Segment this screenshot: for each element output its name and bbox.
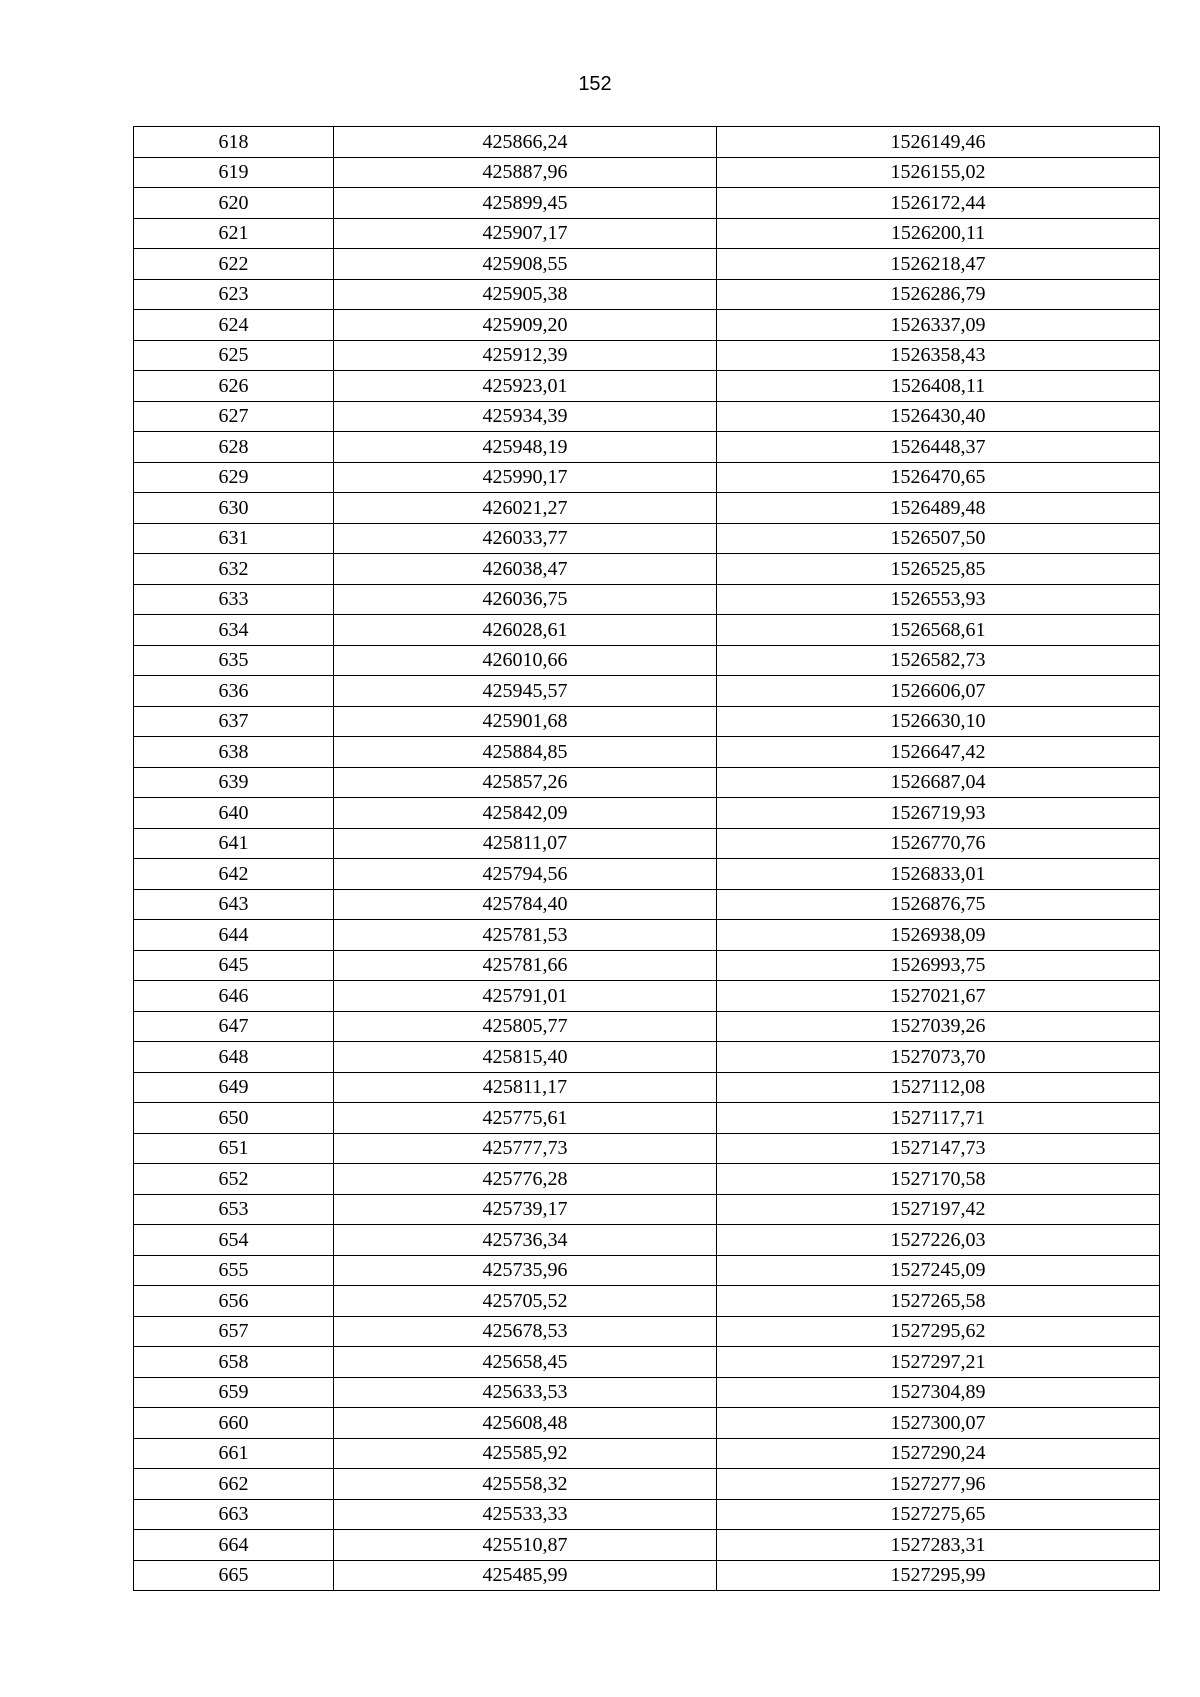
table-row	[134, 798, 1160, 829]
point-number-cell: 635	[134, 645, 334, 676]
point-number-cell: 639	[134, 767, 334, 798]
x-coordinate-cell: 426021,27	[334, 493, 717, 524]
x-coordinate-cell: 425608,48	[334, 1408, 717, 1439]
x-coordinate-cell: 425899,45	[334, 188, 717, 219]
x-coordinate-cell: 425533,33	[334, 1499, 717, 1530]
point-number-cell: 624	[134, 310, 334, 341]
y-coordinate-cell: 1526337,09	[717, 310, 1160, 341]
x-coordinate-cell: 425905,38	[334, 279, 717, 310]
point-number-cell: 628	[134, 432, 334, 463]
table-row	[134, 706, 1160, 737]
point-number-cell: 638	[134, 737, 334, 768]
table-row	[134, 1316, 1160, 1347]
x-coordinate-cell: 425784,40	[334, 889, 717, 920]
table-row	[134, 1103, 1160, 1134]
y-coordinate-cell: 1526993,75	[717, 950, 1160, 981]
x-coordinate-cell: 425866,24	[334, 127, 717, 158]
point-number-cell: 641	[134, 828, 334, 859]
point-number-cell: 648	[134, 1042, 334, 1073]
table-row	[134, 218, 1160, 249]
x-coordinate-cell: 425658,45	[334, 1347, 717, 1378]
point-number-cell: 633	[134, 584, 334, 615]
point-number-cell: 622	[134, 249, 334, 280]
x-coordinate-cell: 426033,77	[334, 523, 717, 554]
x-coordinate-cell: 426036,75	[334, 584, 717, 615]
point-number-cell: 652	[134, 1164, 334, 1195]
y-coordinate-cell: 1527295,62	[717, 1316, 1160, 1347]
x-coordinate-cell: 426010,66	[334, 645, 717, 676]
point-number-cell: 644	[134, 920, 334, 951]
y-coordinate-cell: 1527197,42	[717, 1194, 1160, 1225]
y-coordinate-cell: 1526149,46	[717, 127, 1160, 158]
y-coordinate-cell: 1527073,70	[717, 1042, 1160, 1073]
table-row	[134, 1072, 1160, 1103]
x-coordinate-cell: 425705,52	[334, 1286, 717, 1317]
table-row	[134, 889, 1160, 920]
x-coordinate-cell: 425811,07	[334, 828, 717, 859]
x-coordinate-cell: 425791,01	[334, 981, 717, 1012]
table-row	[134, 1347, 1160, 1378]
y-coordinate-cell: 1526155,02	[717, 157, 1160, 188]
y-coordinate-cell: 1526172,44	[717, 188, 1160, 219]
y-coordinate-cell: 1526582,73	[717, 645, 1160, 676]
y-coordinate-cell: 1527304,89	[717, 1377, 1160, 1408]
table-row	[134, 157, 1160, 188]
point-number-cell: 645	[134, 950, 334, 981]
y-coordinate-cell: 1526833,01	[717, 859, 1160, 890]
y-coordinate-cell: 1526470,65	[717, 462, 1160, 493]
table-row	[134, 859, 1160, 890]
x-coordinate-cell: 425781,66	[334, 950, 717, 981]
x-coordinate-cell: 425923,01	[334, 371, 717, 402]
point-number-cell: 631	[134, 523, 334, 554]
table-row	[134, 1438, 1160, 1469]
point-number-cell: 640	[134, 798, 334, 829]
y-coordinate-cell: 1526286,79	[717, 279, 1160, 310]
x-coordinate-cell: 425775,61	[334, 1103, 717, 1134]
x-coordinate-cell: 425945,57	[334, 676, 717, 707]
x-coordinate-cell: 425735,96	[334, 1255, 717, 1286]
y-coordinate-cell: 1526408,11	[717, 371, 1160, 402]
point-number-cell: 643	[134, 889, 334, 920]
point-number-cell: 625	[134, 340, 334, 371]
point-number-cell: 627	[134, 401, 334, 432]
y-coordinate-cell: 1527300,07	[717, 1408, 1160, 1439]
table-row	[134, 340, 1160, 371]
y-coordinate-cell: 1526568,61	[717, 615, 1160, 646]
point-number-cell: 646	[134, 981, 334, 1012]
y-coordinate-cell: 1527265,58	[717, 1286, 1160, 1317]
point-number-cell: 618	[134, 127, 334, 158]
y-coordinate-cell: 1526358,43	[717, 340, 1160, 371]
y-coordinate-cell: 1527283,31	[717, 1530, 1160, 1561]
table-row	[134, 1225, 1160, 1256]
y-coordinate-cell: 1526525,85	[717, 554, 1160, 585]
x-coordinate-cell: 425777,73	[334, 1133, 717, 1164]
y-coordinate-cell: 1527275,65	[717, 1499, 1160, 1530]
x-coordinate-cell: 425805,77	[334, 1011, 717, 1042]
page-number: 152	[578, 73, 612, 95]
y-coordinate-cell: 1526647,42	[717, 737, 1160, 768]
x-coordinate-cell: 425842,09	[334, 798, 717, 829]
y-coordinate-cell: 1526938,09	[717, 920, 1160, 951]
point-number-cell: 651	[134, 1133, 334, 1164]
x-coordinate-cell: 425776,28	[334, 1164, 717, 1195]
point-number-cell: 620	[134, 188, 334, 219]
point-number-cell: 621	[134, 218, 334, 249]
x-coordinate-cell: 425510,87	[334, 1530, 717, 1561]
x-coordinate-cell: 425901,68	[334, 706, 717, 737]
y-coordinate-cell: 1527039,26	[717, 1011, 1160, 1042]
table-row	[134, 645, 1160, 676]
x-coordinate-cell: 425485,99	[334, 1560, 717, 1591]
point-number-cell: 657	[134, 1316, 334, 1347]
x-coordinate-cell: 425907,17	[334, 218, 717, 249]
y-coordinate-cell: 1527170,58	[717, 1164, 1160, 1195]
table-row	[134, 1469, 1160, 1500]
x-coordinate-cell: 425633,53	[334, 1377, 717, 1408]
table-row	[134, 584, 1160, 615]
y-coordinate-cell: 1526630,10	[717, 706, 1160, 737]
point-number-cell: 649	[134, 1072, 334, 1103]
point-number-cell: 658	[134, 1347, 334, 1378]
table-row	[134, 127, 1160, 158]
table-row	[134, 920, 1160, 951]
point-number-cell: 662	[134, 1469, 334, 1500]
coordinates-table	[133, 126, 1160, 1591]
table-row	[134, 554, 1160, 585]
point-number-cell: 634	[134, 615, 334, 646]
x-coordinate-cell: 425794,56	[334, 859, 717, 890]
table-row	[134, 1408, 1160, 1439]
table-row	[134, 371, 1160, 402]
x-coordinate-cell: 425739,17	[334, 1194, 717, 1225]
x-coordinate-cell: 425815,40	[334, 1042, 717, 1073]
x-coordinate-cell: 425678,53	[334, 1316, 717, 1347]
table-row	[134, 1164, 1160, 1195]
table-row	[134, 401, 1160, 432]
table-row	[134, 188, 1160, 219]
y-coordinate-cell: 1526489,48	[717, 493, 1160, 524]
y-coordinate-cell: 1527117,71	[717, 1103, 1160, 1134]
table-row	[134, 1042, 1160, 1073]
y-coordinate-cell: 1527295,99	[717, 1560, 1160, 1591]
point-number-cell: 654	[134, 1225, 334, 1256]
table-row	[134, 828, 1160, 859]
table-row	[134, 279, 1160, 310]
x-coordinate-cell: 425912,39	[334, 340, 717, 371]
point-number-cell: 659	[134, 1377, 334, 1408]
x-coordinate-cell: 425585,92	[334, 1438, 717, 1469]
point-number-cell: 642	[134, 859, 334, 890]
point-number-cell: 665	[134, 1560, 334, 1591]
y-coordinate-cell: 1526770,76	[717, 828, 1160, 859]
y-coordinate-cell: 1526507,50	[717, 523, 1160, 554]
table-row	[134, 249, 1160, 280]
table-row	[134, 1011, 1160, 1042]
point-number-cell: 647	[134, 1011, 334, 1042]
table-row	[134, 310, 1160, 341]
y-coordinate-cell: 1526719,93	[717, 798, 1160, 829]
point-number-cell: 630	[134, 493, 334, 524]
point-number-cell: 655	[134, 1255, 334, 1286]
table-row	[134, 737, 1160, 768]
table-row	[134, 950, 1160, 981]
point-number-cell: 632	[134, 554, 334, 585]
y-coordinate-cell: 1527277,96	[717, 1469, 1160, 1500]
table-row	[134, 493, 1160, 524]
y-coordinate-cell: 1526200,11	[717, 218, 1160, 249]
table-row	[134, 1133, 1160, 1164]
point-number-cell: 619	[134, 157, 334, 188]
y-coordinate-cell: 1526606,07	[717, 676, 1160, 707]
table-row	[134, 981, 1160, 1012]
x-coordinate-cell: 425884,85	[334, 737, 717, 768]
point-number-cell: 661	[134, 1438, 334, 1469]
table-row	[134, 615, 1160, 646]
y-coordinate-cell: 1526687,04	[717, 767, 1160, 798]
x-coordinate-cell: 425781,53	[334, 920, 717, 951]
table-row	[134, 1255, 1160, 1286]
y-coordinate-cell: 1527290,24	[717, 1438, 1160, 1469]
point-number-cell: 629	[134, 462, 334, 493]
table-row	[134, 462, 1160, 493]
point-number-cell: 653	[134, 1194, 334, 1225]
table-row	[134, 1560, 1160, 1591]
x-coordinate-cell: 425990,17	[334, 462, 717, 493]
x-coordinate-cell: 426038,47	[334, 554, 717, 585]
y-coordinate-cell: 1527245,09	[717, 1255, 1160, 1286]
table-row	[134, 432, 1160, 463]
y-coordinate-cell: 1527112,08	[717, 1072, 1160, 1103]
y-coordinate-cell: 1526448,37	[717, 432, 1160, 463]
x-coordinate-cell: 425558,32	[334, 1469, 717, 1500]
point-number-cell: 656	[134, 1286, 334, 1317]
point-number-cell: 663	[134, 1499, 334, 1530]
table-row	[134, 1530, 1160, 1561]
y-coordinate-cell: 1526430,40	[717, 401, 1160, 432]
table-row	[134, 676, 1160, 707]
table-row	[134, 1499, 1160, 1530]
point-number-cell: 650	[134, 1103, 334, 1134]
x-coordinate-cell: 425909,20	[334, 310, 717, 341]
x-coordinate-cell: 425811,17	[334, 1072, 717, 1103]
point-number-cell: 637	[134, 706, 334, 737]
x-coordinate-cell: 426028,61	[334, 615, 717, 646]
coordinates-table-body	[134, 127, 1160, 1591]
table-row	[134, 1286, 1160, 1317]
x-coordinate-cell: 425908,55	[334, 249, 717, 280]
point-number-cell: 660	[134, 1408, 334, 1439]
point-number-cell: 664	[134, 1530, 334, 1561]
point-number-cell: 623	[134, 279, 334, 310]
y-coordinate-cell: 1526876,75	[717, 889, 1160, 920]
point-number-cell: 626	[134, 371, 334, 402]
x-coordinate-cell: 425857,26	[334, 767, 717, 798]
table-row	[134, 523, 1160, 554]
y-coordinate-cell: 1527297,21	[717, 1347, 1160, 1378]
x-coordinate-cell: 425948,19	[334, 432, 717, 463]
y-coordinate-cell: 1527147,73	[717, 1133, 1160, 1164]
x-coordinate-cell: 425736,34	[334, 1225, 717, 1256]
y-coordinate-cell: 1527021,67	[717, 981, 1160, 1012]
x-coordinate-cell: 425934,39	[334, 401, 717, 432]
y-coordinate-cell: 1526553,93	[717, 584, 1160, 615]
table-row	[134, 1377, 1160, 1408]
y-coordinate-cell: 1527226,03	[717, 1225, 1160, 1256]
table-row	[134, 1194, 1160, 1225]
table-row	[134, 767, 1160, 798]
x-coordinate-cell: 425887,96	[334, 157, 717, 188]
point-number-cell: 636	[134, 676, 334, 707]
y-coordinate-cell: 1526218,47	[717, 249, 1160, 280]
